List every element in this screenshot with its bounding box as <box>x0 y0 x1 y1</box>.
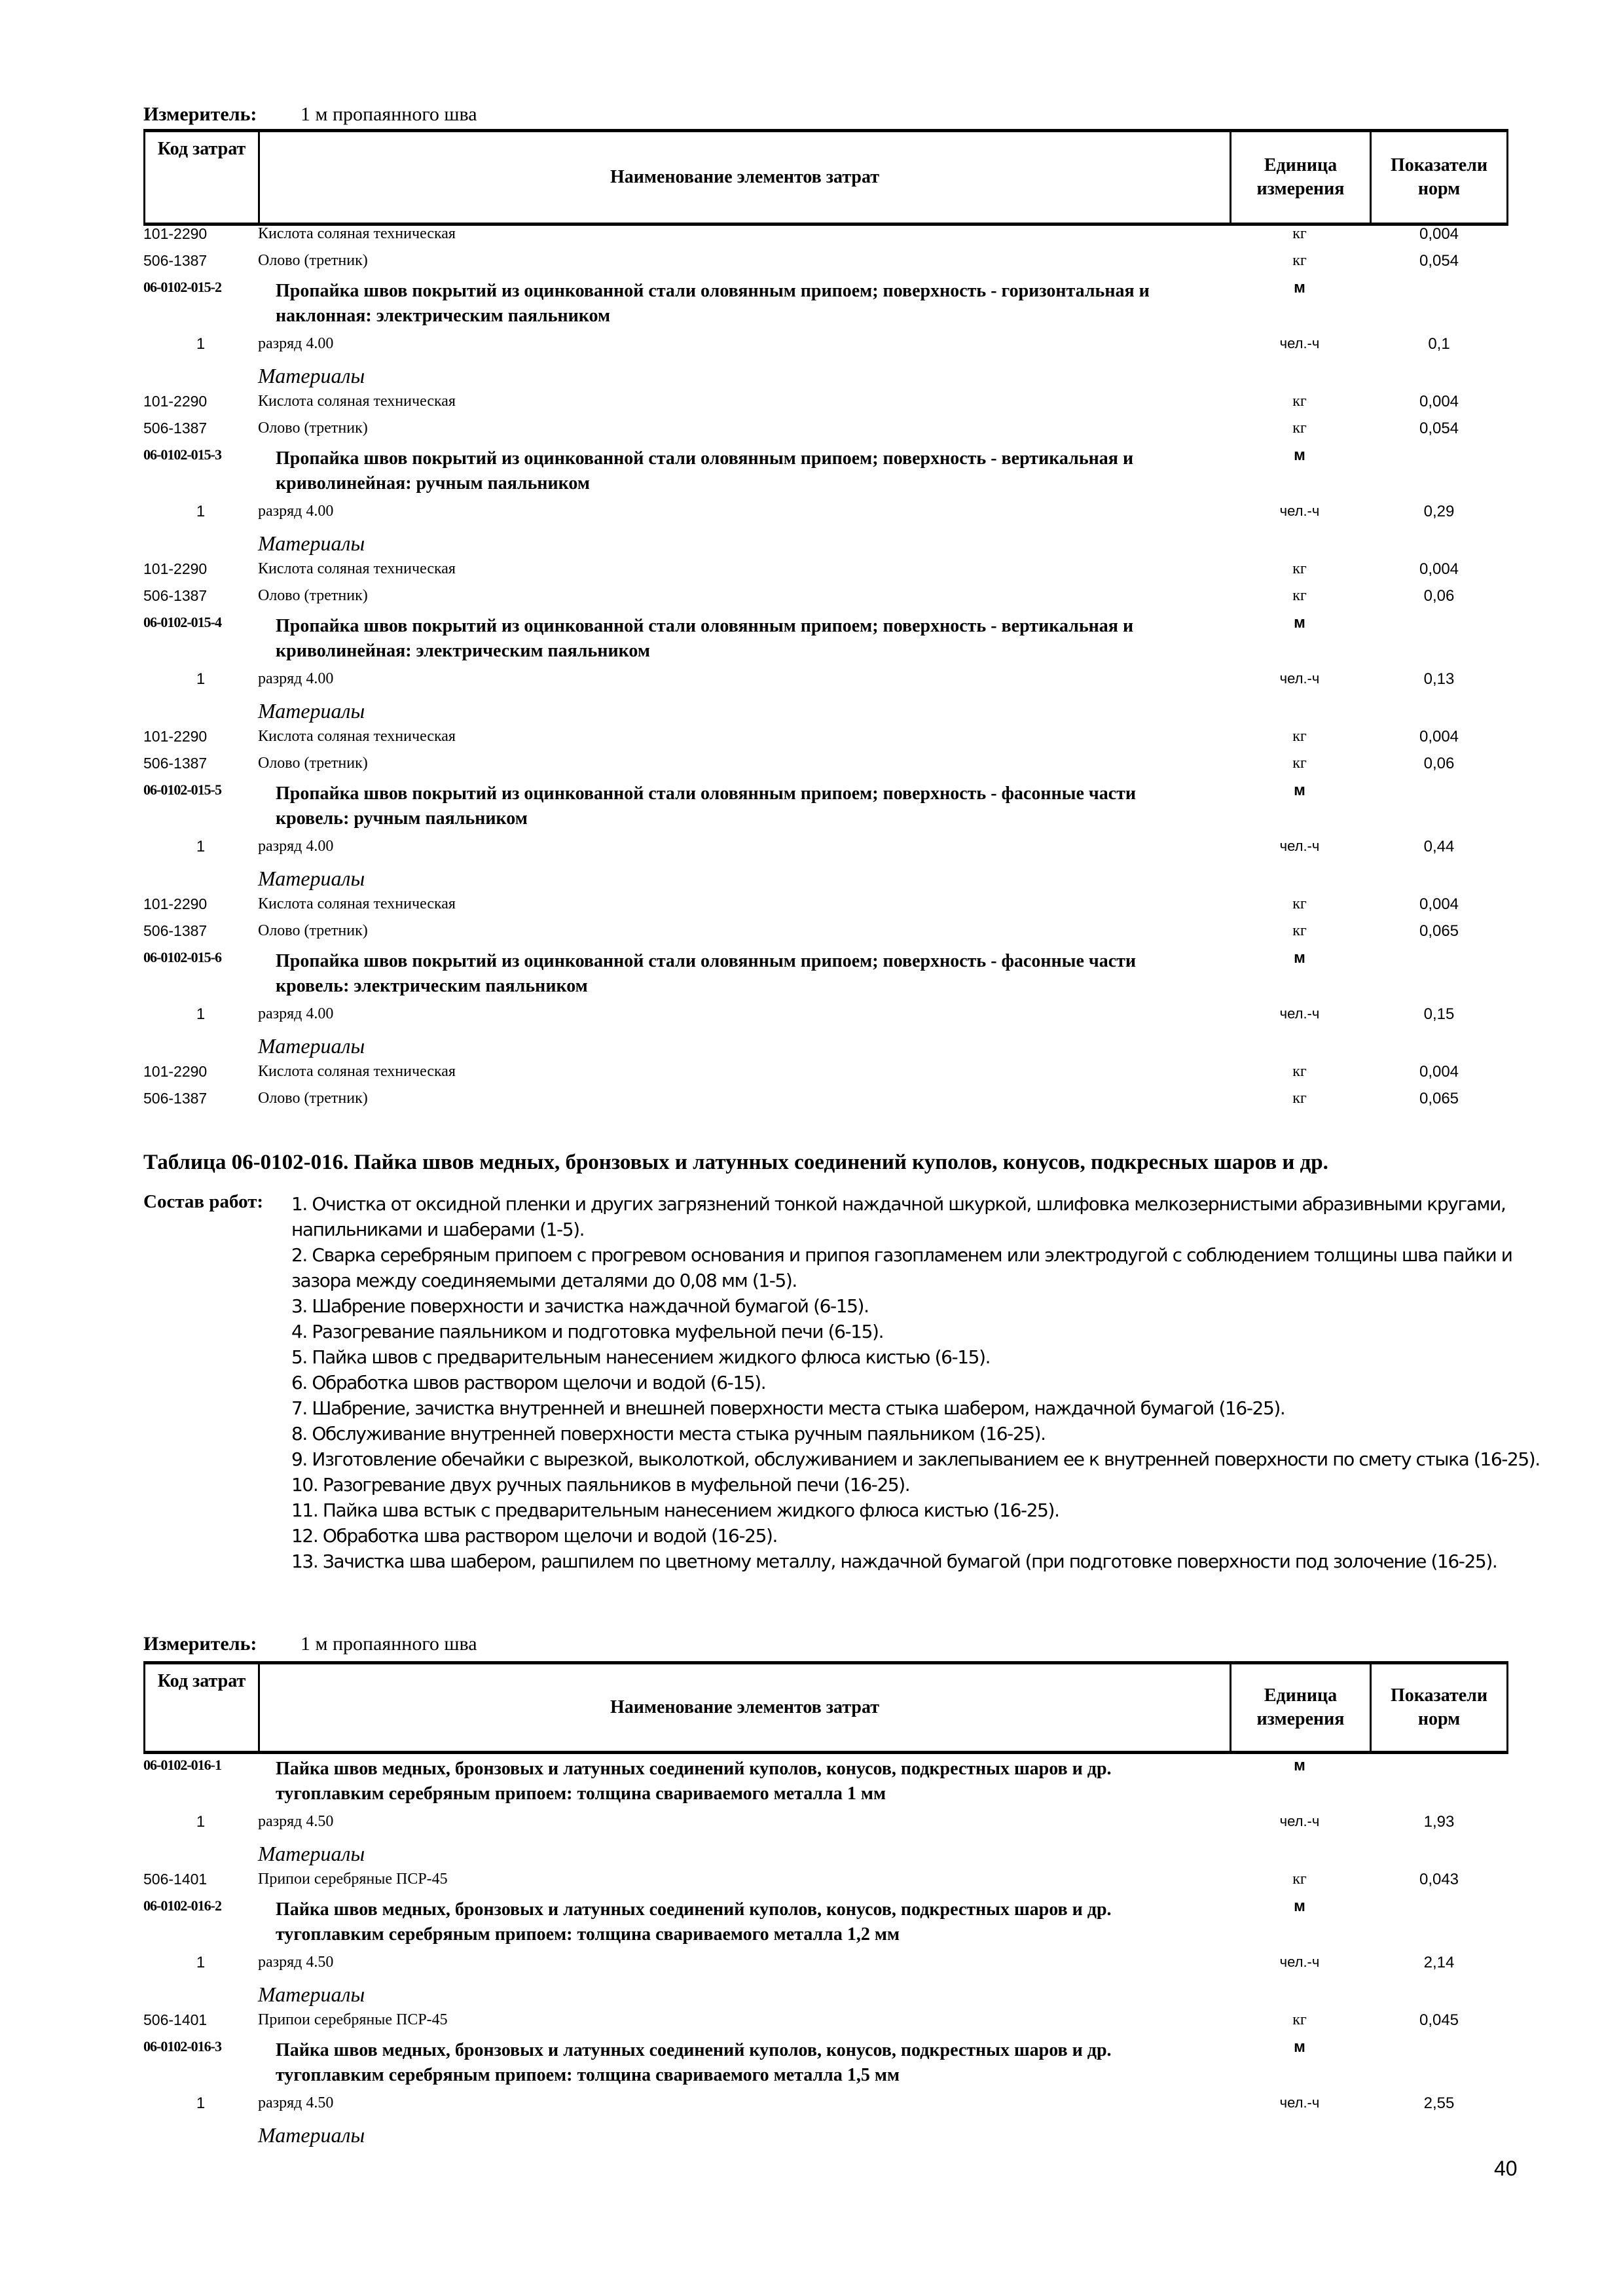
unit: кг <box>1292 1090 1307 1107</box>
material-row <box>143 1090 1508 1117</box>
unit <box>1230 1982 1370 2011</box>
labor-row <box>143 332 1508 364</box>
work-item: 3. Шабрение поверхности и зачистка наждачной бумагой (6-15). <box>291 1295 869 1317</box>
work-item: 9. Изготовление обечайки с вырезкой, выколоткой, обслуживанием и заклепыванием ее к внутренней поверхности по смету стыка (16-25). <box>291 1448 1540 1470</box>
table1-header <box>143 129 1508 226</box>
cost-code <box>143 1034 258 1063</box>
cost-code: 506-1401 <box>143 2011 208 2028</box>
unit: кг <box>1292 560 1307 577</box>
item-name: разряд 4.50 <box>258 1813 334 1830</box>
cost-code: 1 <box>196 670 206 688</box>
item-name: Олово (третник) <box>258 420 368 437</box>
item-name: Кислота соляная техническая <box>258 728 456 745</box>
cost-code: 1 <box>196 2094 206 2112</box>
measure-value: 1 м пропаянного шва <box>301 103 477 125</box>
norm-value <box>1370 1757 1508 1810</box>
norm-value: 0,043 <box>1419 1871 1459 1888</box>
item-name: разряд 4.50 <box>258 1954 334 1971</box>
unit <box>1230 2123 1370 2152</box>
cost-code: 101-2290 <box>143 225 208 242</box>
cost-code: 506-1387 <box>143 420 208 437</box>
work-item: 6. Обработка швов раствором щелочи и водой (6-15). <box>291 1372 766 1393</box>
unit: чел.-ч <box>1279 1005 1320 1022</box>
item-name: разряд 4.00 <box>258 670 334 687</box>
table1-body <box>143 225 1508 1117</box>
cost-code: 06-0102-016-3 <box>143 2038 221 2054</box>
header-name: Наименование элементов затрат <box>260 1664 1231 1751</box>
norm-row <box>143 2038 1508 2092</box>
item-name: Кислота соляная техническая <box>258 225 456 242</box>
norm-value <box>1370 531 1508 560</box>
norm-value <box>1370 949 1508 1003</box>
item-name: Пропайка швов покрытий из оцинкованной стали оловянным припоем; поверхность - фасонные части кровель: ручным паяльником <box>276 783 1137 829</box>
item-name: Материалы <box>258 2123 365 2147</box>
unit: кг <box>1292 252 1307 269</box>
unit: м <box>1294 614 1305 632</box>
cost-code: 06-0102-016-2 <box>143 1897 221 1914</box>
unit: м <box>1294 446 1305 464</box>
unit <box>1230 364 1370 393</box>
norm-value: 0,004 <box>1419 895 1459 913</box>
norm-value <box>1370 2123 1508 2152</box>
norm-value <box>1370 867 1508 895</box>
unit: кг <box>1292 2011 1307 2028</box>
item-name: Пропайка швов покрытий из оцинкованной стали оловянным припоем; поверхность - фасонные части кровель: электрическим паяльником <box>276 951 1137 996</box>
material-row <box>143 755 1508 781</box>
cost-code <box>143 1982 258 2011</box>
item-name: Пропайка швов покрытий из оцинкованной стали оловянным припоем; поверхность - вертикальная и криволинейная: электрическим паяльником <box>276 616 1134 661</box>
norm-value <box>1370 781 1508 835</box>
item-name: разряд 4.50 <box>258 2094 334 2111</box>
header-unit: Единица измерения <box>1231 1664 1372 1751</box>
material-row <box>143 560 1508 587</box>
table1-measure <box>143 103 477 126</box>
cost-code: 1 <box>196 1005 206 1023</box>
item-name: Материалы <box>258 531 365 555</box>
cost-code: 06-0102-015-6 <box>143 949 221 965</box>
cost-code: 506-1387 <box>143 252 208 269</box>
norm-value <box>1370 699 1508 728</box>
norm-value <box>1370 614 1508 668</box>
item-name: Кислота соляная техническая <box>258 1063 456 1080</box>
cost-code: 506-1387 <box>143 755 208 772</box>
materials-label-row <box>143 867 1508 895</box>
norm-value <box>1370 1897 1508 1951</box>
material-row <box>143 252 1508 279</box>
norm-value: 0,004 <box>1419 1063 1459 1081</box>
norm-value: 1,93 <box>1423 1813 1455 1831</box>
norm-value: 0,15 <box>1423 1005 1455 1023</box>
item-name: Олово (третник) <box>258 587 368 604</box>
norm-row <box>143 614 1508 668</box>
item-name: Олово (третник) <box>258 755 368 772</box>
work-item: 10. Разогревание двух ручных паяльников в муфельной печи (16-25). <box>291 1474 910 1496</box>
page-number: 40 <box>1494 2157 1518 2180</box>
norm-value: 0,045 <box>1419 2011 1459 2029</box>
item-name: Материалы <box>258 364 365 387</box>
item-name: разряд 4.00 <box>258 1005 334 1022</box>
cost-code <box>143 867 258 895</box>
cost-code: 06-0102-016-1 <box>143 1757 221 1773</box>
unit: кг <box>1292 1871 1307 1888</box>
cost-code: 1 <box>196 335 206 353</box>
labor-row <box>143 835 1508 867</box>
unit <box>1230 1842 1370 1871</box>
norm-value: 0,13 <box>1423 670 1455 688</box>
cost-code: 101-2290 <box>143 1063 208 1080</box>
unit: м <box>1294 1897 1305 1915</box>
labor-row <box>143 2092 1508 2123</box>
norm-value: 0,06 <box>1423 755 1455 772</box>
item-name: Пропайка швов покрытий из оцинкованной стали оловянным припоем; поверхность - горизонтальная и наклонная: электрическим паяльником <box>276 281 1150 326</box>
material-row <box>143 587 1508 614</box>
labor-row <box>143 500 1508 531</box>
item-name: разряд 4.00 <box>258 335 334 352</box>
work-item: 11. Пайка шва встык с предварительным нанесением жидкого флюса кистью (16-25). <box>291 1499 1059 1521</box>
item-name: Пайка швов медных, бронзовых и латунных соединений куполов, конусов, подкрестных шаров и др. тугоплавким серебряным припоем: толщина свариваемого металла 1,2 мм <box>276 1899 1112 1945</box>
item-name: Припои серебряные ПСР-45 <box>258 2011 448 2028</box>
materials-label-row <box>143 1982 1508 2011</box>
item-name: Олово (третник) <box>258 922 368 939</box>
work-item: 7. Шабрение, зачистка внутренней и внешней поверхности места стыка шабером, наждачной бумагой (16-25). <box>291 1397 1285 1419</box>
norm-value: 0,29 <box>1423 503 1455 520</box>
header-code: Код затрат <box>145 132 260 223</box>
cost-code: 506-1387 <box>143 922 208 939</box>
labor-row <box>143 1951 1508 1982</box>
unit <box>1230 1034 1370 1063</box>
unit: кг <box>1292 393 1307 410</box>
labor-row <box>143 1810 1508 1842</box>
unit: кг <box>1292 895 1307 912</box>
measure-label: Измеритель: <box>143 103 257 125</box>
header-norm: Показатели норм <box>1390 1685 1488 1729</box>
norm-value <box>1370 279 1508 332</box>
item-name: Материалы <box>258 699 365 723</box>
labor-row <box>143 668 1508 699</box>
cost-code: 1 <box>196 1954 206 1971</box>
cost-code <box>143 531 258 560</box>
item-name: Кислота соляная техническая <box>258 393 456 410</box>
material-row <box>143 728 1508 755</box>
material-row <box>143 922 1508 949</box>
item-name: Материалы <box>258 1982 365 2006</box>
unit: чел.-ч <box>1279 335 1320 351</box>
cost-code: 101-2290 <box>143 393 208 410</box>
unit: кг <box>1292 587 1307 604</box>
norm-value <box>1370 446 1508 500</box>
unit: кг <box>1292 922 1307 939</box>
norm-row <box>143 279 1508 332</box>
item-name: Припои серебряные ПСР-45 <box>258 1871 448 1888</box>
norm-value: 0,054 <box>1419 420 1459 437</box>
labor-row <box>143 1003 1508 1034</box>
materials-label-row <box>143 531 1508 560</box>
cost-code: 06-0102-015-3 <box>143 446 221 463</box>
norm-value: 0,004 <box>1419 728 1459 745</box>
work-label: Состав работ: <box>143 1191 264 1212</box>
norm-value: 2,14 <box>1423 1954 1455 1971</box>
work-item: 1. Очистка от оксидной пленки и других загрязнений тонкой наждачной шкуркой, шлифовка мелкозернистыми абразивными кругами, напильниками и шаберами (1-5). <box>291 1193 1506 1240</box>
norm-row <box>143 1757 1508 1810</box>
work-item: 5. Пайка швов с предварительным нанесением жидкого флюса кистью (6-15). <box>291 1346 991 1368</box>
norm-value: 0,065 <box>1419 1090 1459 1107</box>
table2-header <box>143 1661 1508 1754</box>
norm-value <box>1370 2038 1508 2092</box>
item-name: Материалы <box>258 867 365 890</box>
unit: чел.-ч <box>1279 670 1320 687</box>
item-name: Пайка швов медных, бронзовых и латунных соединений куполов, конусов, подкрестных шаров и др. тугоплавким серебряным припоем: толщина свариваемого металла 1 мм <box>276 1759 1112 1804</box>
item-name: Кислота соляная техническая <box>258 560 456 577</box>
norm-value <box>1370 1034 1508 1063</box>
cost-code: 506-1387 <box>143 1090 208 1107</box>
section-title: Таблица 06-0102-016. Пайка швов медных, бронзовых и латунных соединений куполов, конусов, подкресных шаров и др. <box>143 1151 1328 1174</box>
work-item: 13. Зачистка шва шабером, рашпилем по цветному металлу, наждачной бумагой (при подготовке поверхности под золочение (16-25). <box>291 1551 1497 1572</box>
unit: м <box>1294 279 1305 296</box>
header-unit: Единица измерения <box>1231 132 1372 223</box>
cost-code: 06-0102-015-2 <box>143 279 221 295</box>
unit: кг <box>1292 420 1307 437</box>
norm-value: 0,065 <box>1419 922 1459 940</box>
unit: чел.-ч <box>1279 2094 1320 2111</box>
cost-code <box>143 1842 258 1871</box>
norm-value: 0,004 <box>1419 560 1459 578</box>
norm-row <box>143 446 1508 500</box>
table2-body <box>143 1757 1508 2152</box>
cost-code: 1 <box>196 1813 206 1831</box>
cost-code: 06-0102-015-5 <box>143 781 221 798</box>
cost-code: 506-1401 <box>143 1871 208 1888</box>
item-name: Пропайка швов покрытий из оцинкованной стали оловянным припоем; поверхность - вертикальная и криволинейная: ручным паяльником <box>276 448 1134 493</box>
unit <box>1230 699 1370 728</box>
norm-value: 0,44 <box>1423 838 1455 855</box>
material-row <box>143 1063 1508 1090</box>
materials-label-row <box>143 699 1508 728</box>
cost-code: 06-0102-015-4 <box>143 614 221 630</box>
material-row <box>143 895 1508 922</box>
measure-value: 1 м пропаянного шва <box>301 1633 477 1655</box>
unit: кг <box>1292 755 1307 772</box>
cost-code: 101-2290 <box>143 728 208 745</box>
materials-label-row <box>143 2123 1508 2152</box>
unit: чел.-ч <box>1279 1954 1320 1970</box>
norm-value: 0,054 <box>1419 252 1459 270</box>
work-item: 4. Разогревание паяльником и подготовка муфельной печи (6-15). <box>291 1321 884 1342</box>
item-name: Материалы <box>258 1842 365 1865</box>
unit: м <box>1294 1757 1305 1774</box>
cost-code: 1 <box>196 503 206 520</box>
unit <box>1230 531 1370 560</box>
item-name: Пайка швов медных, бронзовых и латунных соединений куполов, конусов, подкрестных шаров и др. тугоплавким серебряным припоем: толщина свариваемого металла 1,5 мм <box>276 2040 1112 2085</box>
header-code: Код затрат <box>145 1664 260 1751</box>
material-row <box>143 2011 1508 2038</box>
unit: кг <box>1292 728 1307 745</box>
work-item: 8. Обслуживание внутренней поверхности места стыка ручным паяльником (16-25). <box>291 1423 1046 1444</box>
unit: чел.-ч <box>1279 1813 1320 1829</box>
unit: чел.-ч <box>1279 838 1320 854</box>
item-name: Кислота соляная техническая <box>258 895 456 912</box>
cost-code: 101-2290 <box>143 895 208 912</box>
unit: кг <box>1292 225 1307 242</box>
unit: кг <box>1292 1063 1307 1080</box>
norm-value <box>1370 1842 1508 1871</box>
unit <box>1230 867 1370 895</box>
measure-label: Измеритель: <box>143 1633 257 1655</box>
header-norm: Показатели норм <box>1390 155 1488 199</box>
norm-row <box>143 781 1508 835</box>
unit: м <box>1294 2038 1305 2056</box>
header-name: Наименование элементов затрат <box>260 132 1231 223</box>
item-name: Олово (третник) <box>258 252 368 269</box>
item-name: Олово (третник) <box>258 1090 368 1107</box>
norm-row <box>143 949 1508 1003</box>
cost-code: 101-2290 <box>143 560 208 577</box>
item-name: разряд 4.00 <box>258 838 334 855</box>
norm-value: 0,004 <box>1419 393 1459 410</box>
material-row <box>143 1871 1508 1897</box>
norm-value: 0,1 <box>1428 335 1450 353</box>
unit: м <box>1294 949 1305 967</box>
cost-code: 506-1387 <box>143 587 208 604</box>
materials-label-row <box>143 1842 1508 1871</box>
unit: м <box>1294 781 1305 799</box>
norm-value <box>1370 364 1508 393</box>
norm-row <box>143 1897 1508 1951</box>
item-name: Материалы <box>258 1034 365 1058</box>
work-item: 2. Сварка серебряным припоем с прогревом основания и припоя газопламенем или электродугой с соблюдением толщины шва пайки и зазора между соединяемыми деталями до 0,08 мм (1-5). <box>291 1244 1512 1291</box>
norm-value: 2,55 <box>1423 2094 1455 2112</box>
cost-code <box>143 364 258 393</box>
norm-value: 0,06 <box>1423 587 1455 605</box>
material-row <box>143 393 1508 420</box>
cost-code: 1 <box>196 838 206 855</box>
material-row <box>143 225 1508 252</box>
material-row <box>143 420 1508 446</box>
work-item: 12. Обработка шва раствором щелочи и водой (16-25). <box>291 1525 778 1547</box>
unit: чел.-ч <box>1279 503 1320 519</box>
materials-label-row <box>143 364 1508 393</box>
norm-value <box>1370 1982 1508 2011</box>
table2-measure <box>143 1633 477 1655</box>
item-name: разряд 4.00 <box>258 503 334 520</box>
cost-code <box>143 2123 258 2152</box>
materials-label-row <box>143 1034 1508 1063</box>
cost-code <box>143 699 258 728</box>
work-items <box>291 1191 1575 1574</box>
norm-value: 0,004 <box>1419 225 1459 243</box>
